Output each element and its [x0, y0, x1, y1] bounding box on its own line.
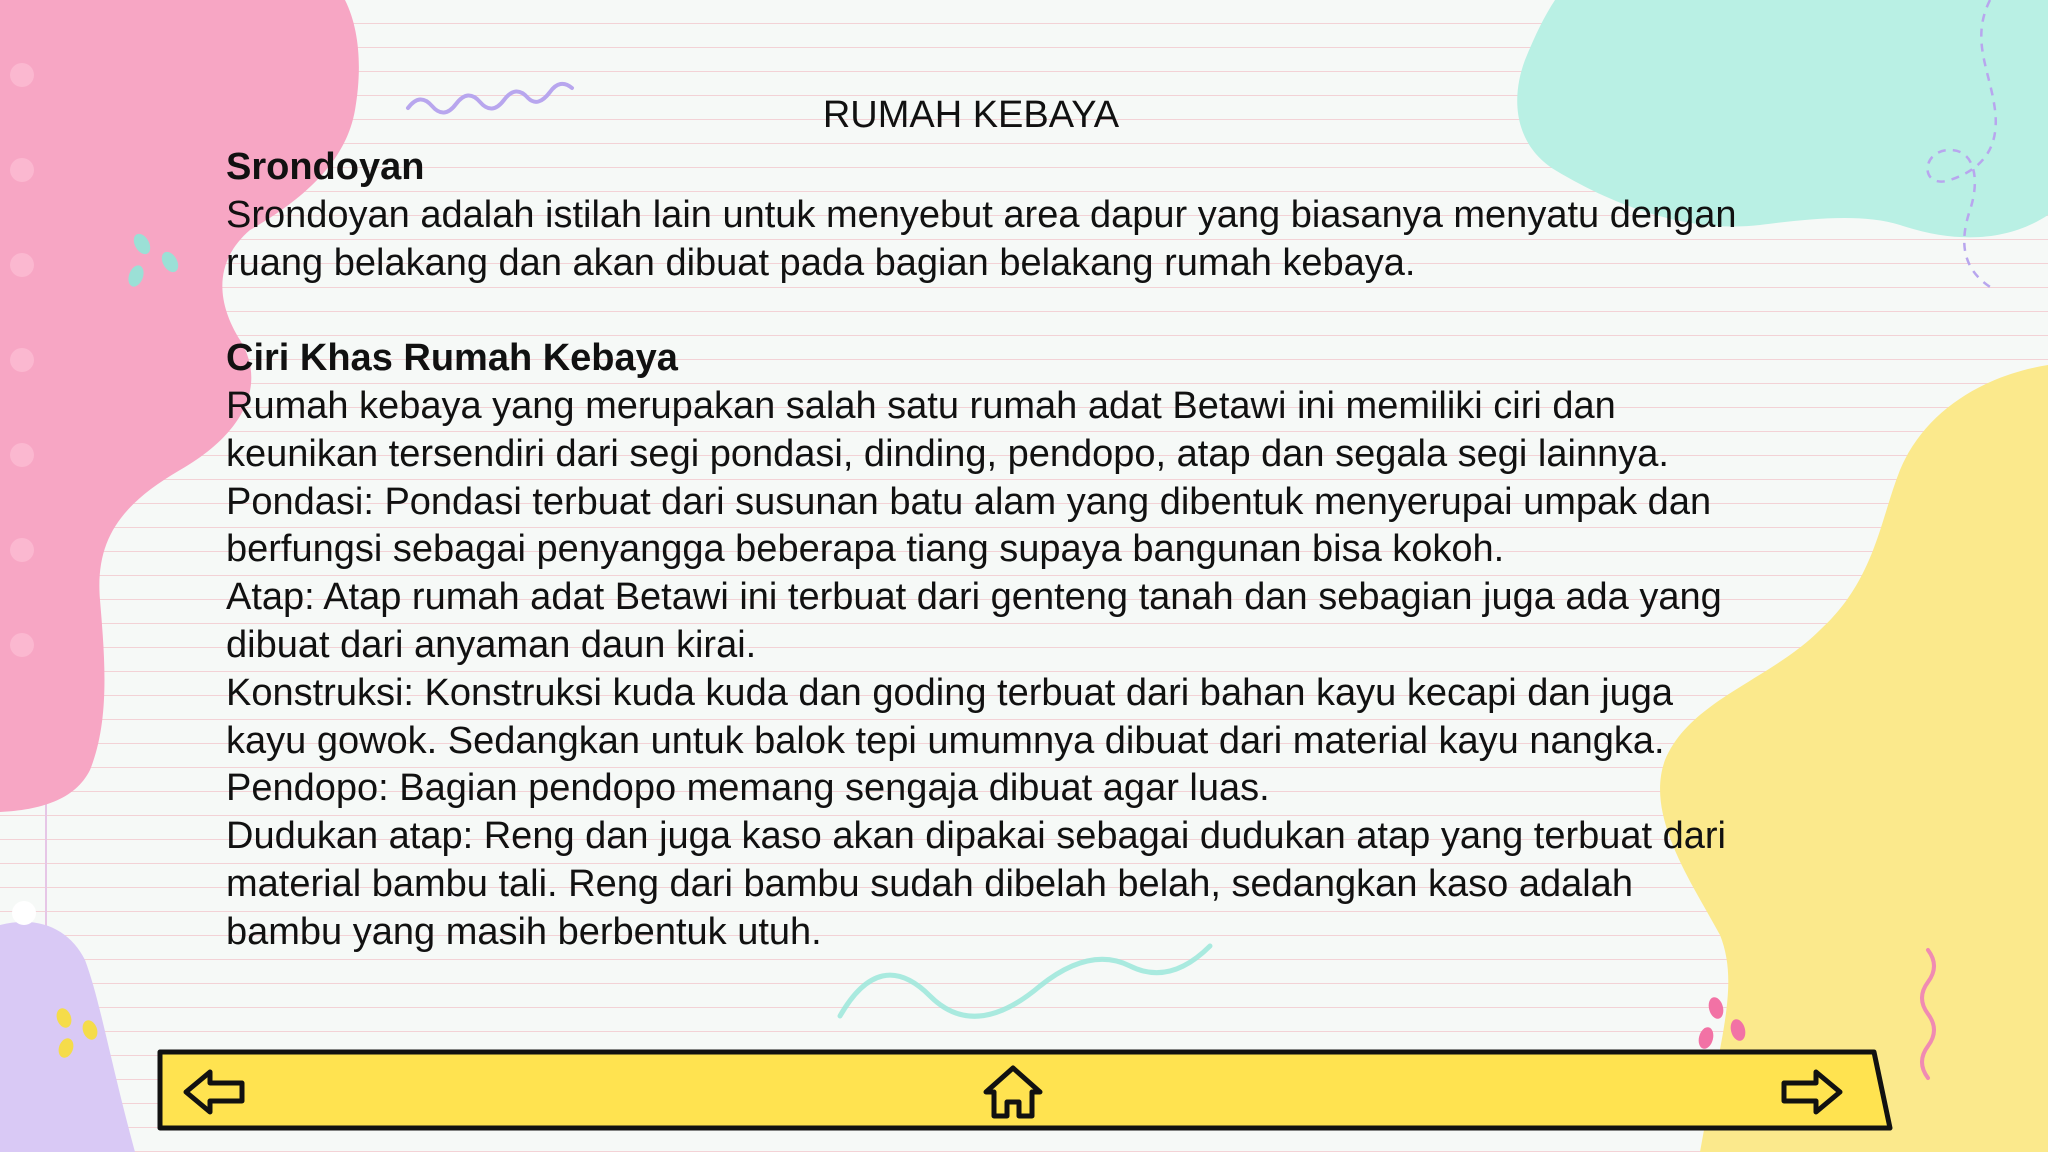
next-button[interactable]	[1776, 1066, 1846, 1118]
right-arrow-icon	[1776, 1066, 1846, 1118]
spacer	[226, 287, 1746, 335]
section-paragraph: Srondoyan adalah istilah lain untuk menyebut area dapur yang biasanya menyatu dengan ruang belakang dan akan dibuat pada bagian belakang rumah kebaya.	[226, 193, 1737, 284]
section-paragraph: Konstruksi: Konstruksi kuda kuda dan goding terbuat dari bahan kayu kecapi dan juga kayu gowok. Sedangkan untuk balok tepi umumnya dibuat dari material kayu nangka.	[226, 671, 1674, 762]
left-arrow-icon	[180, 1066, 250, 1118]
home-icon	[980, 1062, 1046, 1122]
section-paragraph: Rumah kebaya yang merupakan salah satu rumah adat Betawi ini memiliki ciri dan keunikan tersendiri dari segi pondasi, dinding, pendopo, atap dan segala segi lainnya.	[226, 384, 1669, 475]
section-paragraph: Atap: Atap rumah adat Betawi ini terbuat dari genteng tanah dan sebagian juga ada yang dibuat dari anyaman daun kirai.	[226, 576, 1722, 666]
section-heading: Srondoyan	[226, 146, 425, 188]
page-title: RUMAH KEBAYA	[822, 94, 1120, 136]
section-paragraph: Pendopo: Bagian pendopo memang sengaja dibuat agar luas.	[226, 767, 1270, 810]
previous-button[interactable]	[180, 1066, 250, 1118]
decorative-dot	[12, 901, 36, 925]
section-heading: Ciri Khas Rumah Kebaya	[226, 337, 678, 380]
home-button[interactable]	[980, 1062, 1046, 1122]
slide-content	[226, 86, 1746, 957]
lavender-blob	[0, 922, 135, 1152]
section-paragraph: Dudukan atap: Reng dan juga kaso akan dipakai sebagai dudukan atap yang terbuat dari material bambu tali. Reng dari bambu sudah dibelah belah, sedangkan kaso adalah bambu yang masih berbentuk utuh.	[226, 815, 1726, 953]
section-paragraph: Pondasi: Pondasi terbuat dari susunan batu alam yang dibentuk menyerupai umpak dan berfungsi sebagai penyangga beberapa tiang supaya bangunan bisa kokoh.	[226, 480, 1712, 571]
